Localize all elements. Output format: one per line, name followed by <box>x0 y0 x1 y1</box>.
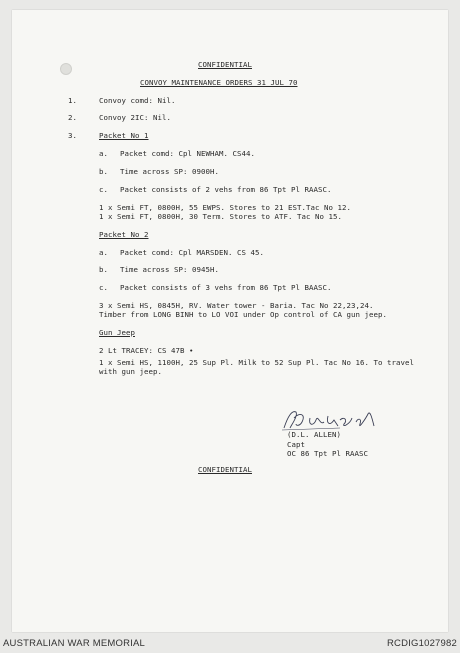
p1-packet-consists: Packet consists of 2 vehs from 86 Tpt Pl RAASC. <box>120 185 332 194</box>
gun-jeep-comd: 2 Lt TRACEY: CS 47B • <box>99 346 194 355</box>
item-number-1: 1. <box>68 96 77 105</box>
classification-footer: CONFIDENTIAL <box>198 465 252 474</box>
convoy-comd: Convoy comd: Nil. <box>99 96 176 105</box>
p1-c-label: c. <box>99 185 108 194</box>
p1-vehicle-1: 1 x Semi FT, 0800H, 55 EWPS. Stores to 21 EST.Tac No 12. <box>99 203 351 212</box>
punch-hole <box>60 63 72 75</box>
packet-2-heading: Packet No 2 <box>99 230 149 239</box>
p1-time-sp: Time across SP: 0900H. <box>120 167 219 176</box>
p2-packet-comd: Packet comd: Cpl MARSDEN. CS 45. <box>120 248 264 257</box>
archive-credit: AUSTRALIAN WAR MEMORIAL <box>3 638 146 649</box>
p2-vehicle-1: 3 x Semi HS, 0845H, RV. Water tower - Baria. Tac No 22,23,24. <box>99 301 374 310</box>
p2-time-sp: Time across SP: 0945H. <box>120 265 219 274</box>
document-title: CONVOY MAINTENANCE ORDERS 31 JUL 70 <box>140 78 298 87</box>
p2-c-label: c. <box>99 283 108 292</box>
p2-b-label: b. <box>99 265 108 274</box>
gun-jeep-travel-note: with gun jeep. <box>99 367 162 376</box>
item-number-3: 3. <box>68 131 77 140</box>
classification-header: CONFIDENTIAL <box>198 60 252 69</box>
signatory-name: (D.L. ALLEN) <box>287 430 341 439</box>
gun-jeep-heading: Gun Jeep <box>99 328 135 337</box>
signatory-rank: Capt <box>287 440 305 449</box>
archive-id: RCDIG1027982 <box>387 638 457 649</box>
item-number-2: 2. <box>68 113 77 122</box>
packet-1-heading: Packet No 1 <box>99 131 149 140</box>
p2-packet-consists: Packet consists of 3 vehs from 86 Tpt Pl BAASC. <box>120 283 332 292</box>
p1-b-label: b. <box>99 167 108 176</box>
p2-a-label: a. <box>99 248 108 257</box>
document-page <box>12 10 448 632</box>
p1-packet-comd: Packet comd: Cpl NEWHAM. CS44. <box>120 149 255 158</box>
p2-vehicle-2: Timber from LONG BINH to LO VOI under Op control of CA gun jeep. <box>99 310 387 319</box>
p1-vehicle-2: 1 x Semi FT, 0800H, 30 Term. Stores to ATF. Tac No 15. <box>99 212 342 221</box>
p1-a-label: a. <box>99 149 108 158</box>
gun-jeep-vehicle: 1 x Semi HS, 1100H, 25 Sup Pl. Milk to 52 Sup Pl. Tac No 16. To travel <box>99 358 414 367</box>
convoy-2ic: Convoy 2IC: Nil. <box>99 113 171 122</box>
signatory-unit: OC 86 Tpt Pl RAASC <box>287 449 368 458</box>
